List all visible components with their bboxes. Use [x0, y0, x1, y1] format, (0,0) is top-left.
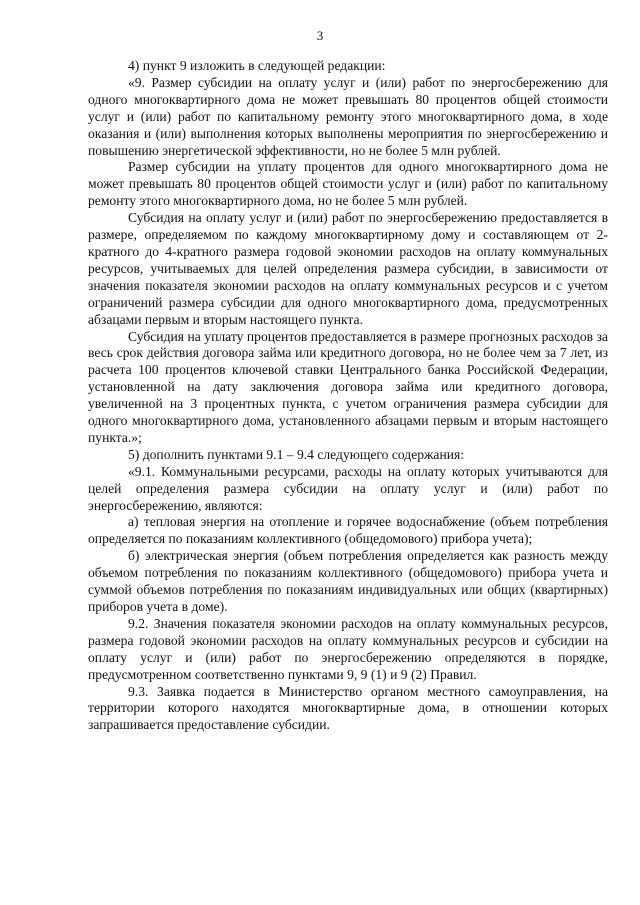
document-body [88, 58, 608, 734]
paragraph-9-1-b-electricity: б) электрическая энергия (объем потребления определяется как разность между объемом потребления по показаниям коллективного (общедомового) прибора учета и суммой объемов потребления по показаниям индивидуальных или общих (квартирных) приборов учета в доме). [88, 548, 608, 614]
paragraph-9-1-a-heat: а) тепловая энергия на отопление и горячее водоснабжение (объем потребления определяется по показаниям коллективного (общедомового) прибора учета); [88, 514, 608, 547]
paragraph-item-4-heading: 4) пункт 9 изложить в следующей редакции: [128, 58, 386, 73]
paragraph-9-3-application: 9.3. Заявка подается в Министерство органом местного самоуправления, на территории которого находятся многоквартирные дома, в отношении которых запрашивается предоставление субсидии. [88, 683, 608, 733]
paragraph-9-1-resources: «9.1. Коммунальными ресурсами, расходы на оплату которых учитываются для целей определения размера субсидии на оплату услуг и (или) работ по энергосбережению, являются: [88, 463, 608, 513]
paragraph-9-2-indicators: 9.2. Значения показателя экономии расходов на оплату коммунальных ресурсов, размера годовой экономии расходов на оплату коммунальных ресурсов и субсидии на оплату услуг и (или) работ по энергосбережению определяются в порядке, предусмотренном соответственно пунктами 9, 9 (1) и 9 (2) Правил. [88, 615, 608, 682]
paragraph-energy-saving-subsidy: Субсидия на оплату услуг и (или) работ по энергосбережению предоставляется в размере, определяемом по каждому многоквартирному дому и составляющем от 2-кратного до 4-кратного размера годовой экономии расходов на оплату коммунальных ресурсов, учитываемых для целей определения размера субсидии, в зависимости от значения показателя экономии расходов на оплату коммунальных ресурсов и с учетом ограничений размера субсидии для одного многоквартирного дома, предусмотренных абзацами первым и вторым настоящего пункта. [88, 210, 608, 327]
paragraph-interest-subsidy: Субсидия на уплату процентов предоставляется в размере прогнозных расходов за весь срок действия договора займа или кредитного договора, но не более чем за 7 лет, из расчета 100 процентов ключевой ставки Центрального банка Российской Федерации, установленной на дату заключения договора займа или кредитного договора, увеличенной на 3 процентных пункта, с учетом ограничения размера субсидии для одного многоквартирного дома, установленного абзацами первым и вторым настоящего пункта.»; [88, 328, 608, 445]
paragraph-interest-subsidy-limit: Размер субсидии на уплату процентов для одного многоквартирного дома не может превышать 80 процентов общей стоимости услуг и (или) работ по капитальному ремонту этого многоквартирного дома, но не более 5 млн рублей. [88, 159, 608, 209]
paragraph-item-5-heading: 5) дополнить пунктами 9.1 – 9.4 следующего содержания: [128, 446, 465, 462]
page-number: 3 [316, 28, 324, 43]
paragraph-9-subsidy-limit: «9. Размер субсидии на оплату услуг и (или) работ по энергосбережению для одного многоквартирного дома не может превышать 80 процентов общей стоимости услуг и (или) работ по капитальному ремонту этого многоквартирного дома, в ходе оказания и (или) выполнения которых выполнены мероприятия по энергосбережению и повышению энергетической эффективности, но не более 5 млн рублей. [88, 74, 608, 158]
